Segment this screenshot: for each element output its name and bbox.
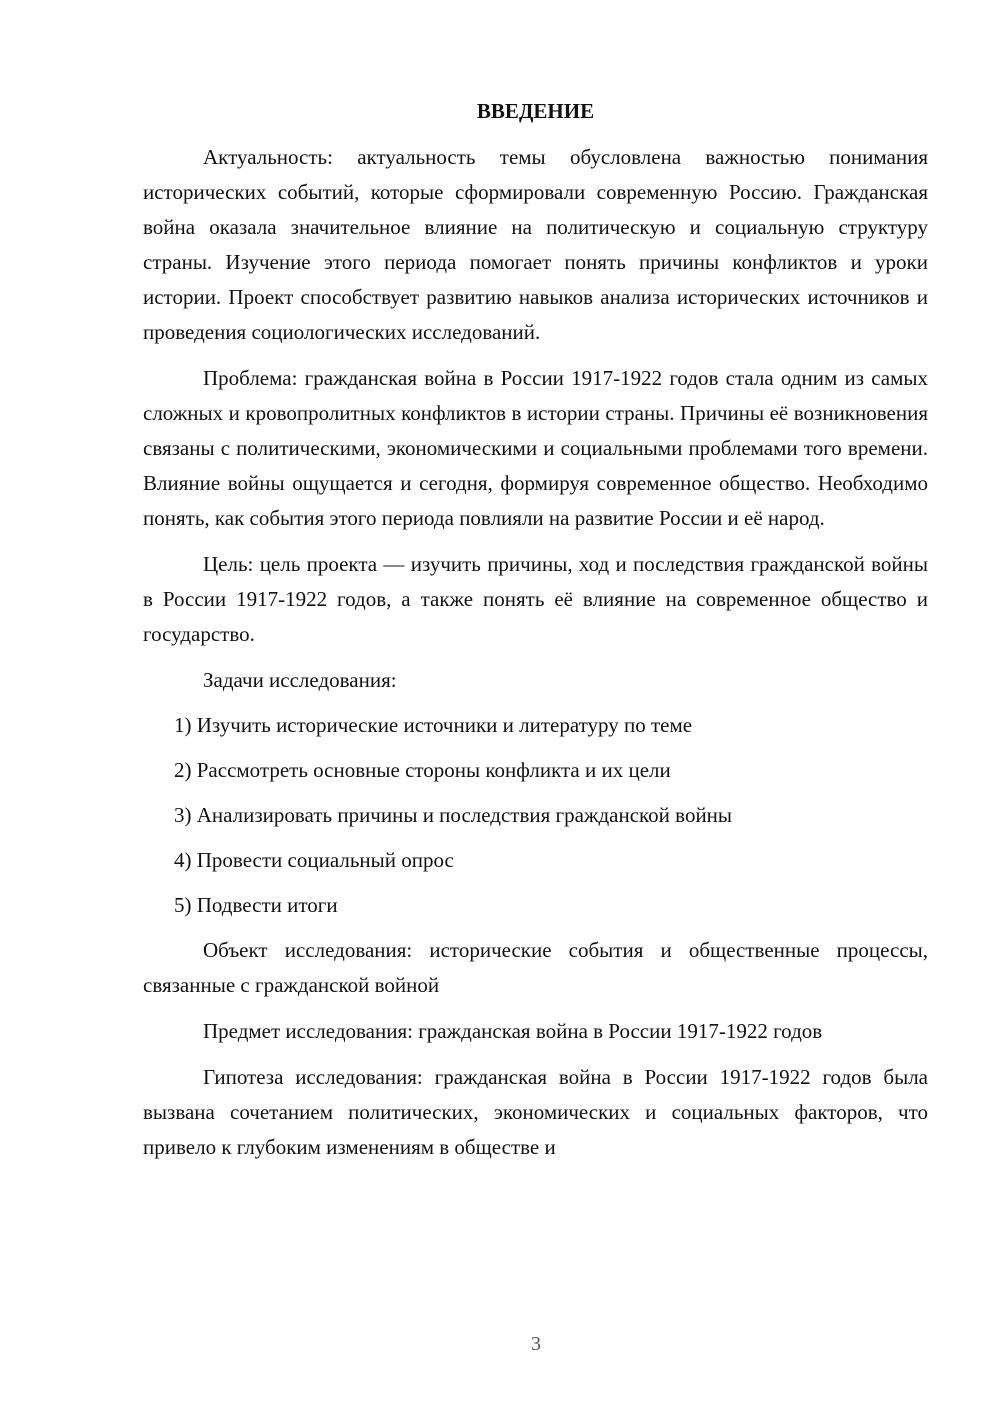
- object-paragraph: Объект исследования: исторические события и общественные процессы, связанные с гражданской войной: [143, 938, 928, 997]
- task-item-3: 3) Анализировать причины и последствия гражданской войны: [174, 803, 733, 827]
- problem-paragraph: Проблема: гражданская война в России 1917-1922 годов стала одним из самых сложных и кровопролитных конфликтов в истории страны. Причины её возникновения связаны с политическими, экономическими и социальными проблемами того времени. Влияние войны ощущается и сегодня, формируя современное общество. Необходимо понять, как события этого периода повлияли на развитие России и её народ.: [143, 366, 928, 530]
- relevance-paragraph: Актуальность: актуальность темы обусловлена важностью понимания исторических событий, которые сформировали современную Россию. Гражданская война оказала значительное влияние на политическую и социальную структуру страны. Изучение этого периода помогает понять причины конфликтов и уроки истории. Проект способствует развитию навыков анализа исторических источников и проведения социологических исследований.: [143, 145, 928, 344]
- task-item-2: 2) Рассмотреть основные стороны конфликта и их цели: [174, 758, 671, 782]
- document-page: [143, 96, 928, 1176]
- section-heading: ВВЕДЕНИЕ: [476, 99, 595, 123]
- task-item-5: 5) Подвести итоги: [174, 893, 338, 917]
- subject-paragraph: Предмет исследования: гражданская война в России 1917-1922 годов: [203, 1019, 823, 1043]
- hypothesis-paragraph: Гипотеза исследования: гражданская война в России 1917-1922 годов была вызвана сочетанием политических, экономических и социальных факторов, что привело к глубоким изменениям в обществе и: [143, 1065, 928, 1159]
- page-number: 3: [531, 1333, 541, 1355]
- task-item-1: 1) Изучить исторические источники и литературу по теме: [174, 713, 693, 737]
- tasks-intro: Задачи исследования:: [203, 668, 397, 692]
- task-item-4: 4) Провести социальный опрос: [174, 848, 454, 872]
- task-list: [143, 708, 928, 923]
- goal-paragraph: Цель: цель проекта — изучить причины, ход и последствия гражданской войны в России 1917-1922 годов, а также понять её влияние на современное общество и государство.: [143, 552, 928, 646]
